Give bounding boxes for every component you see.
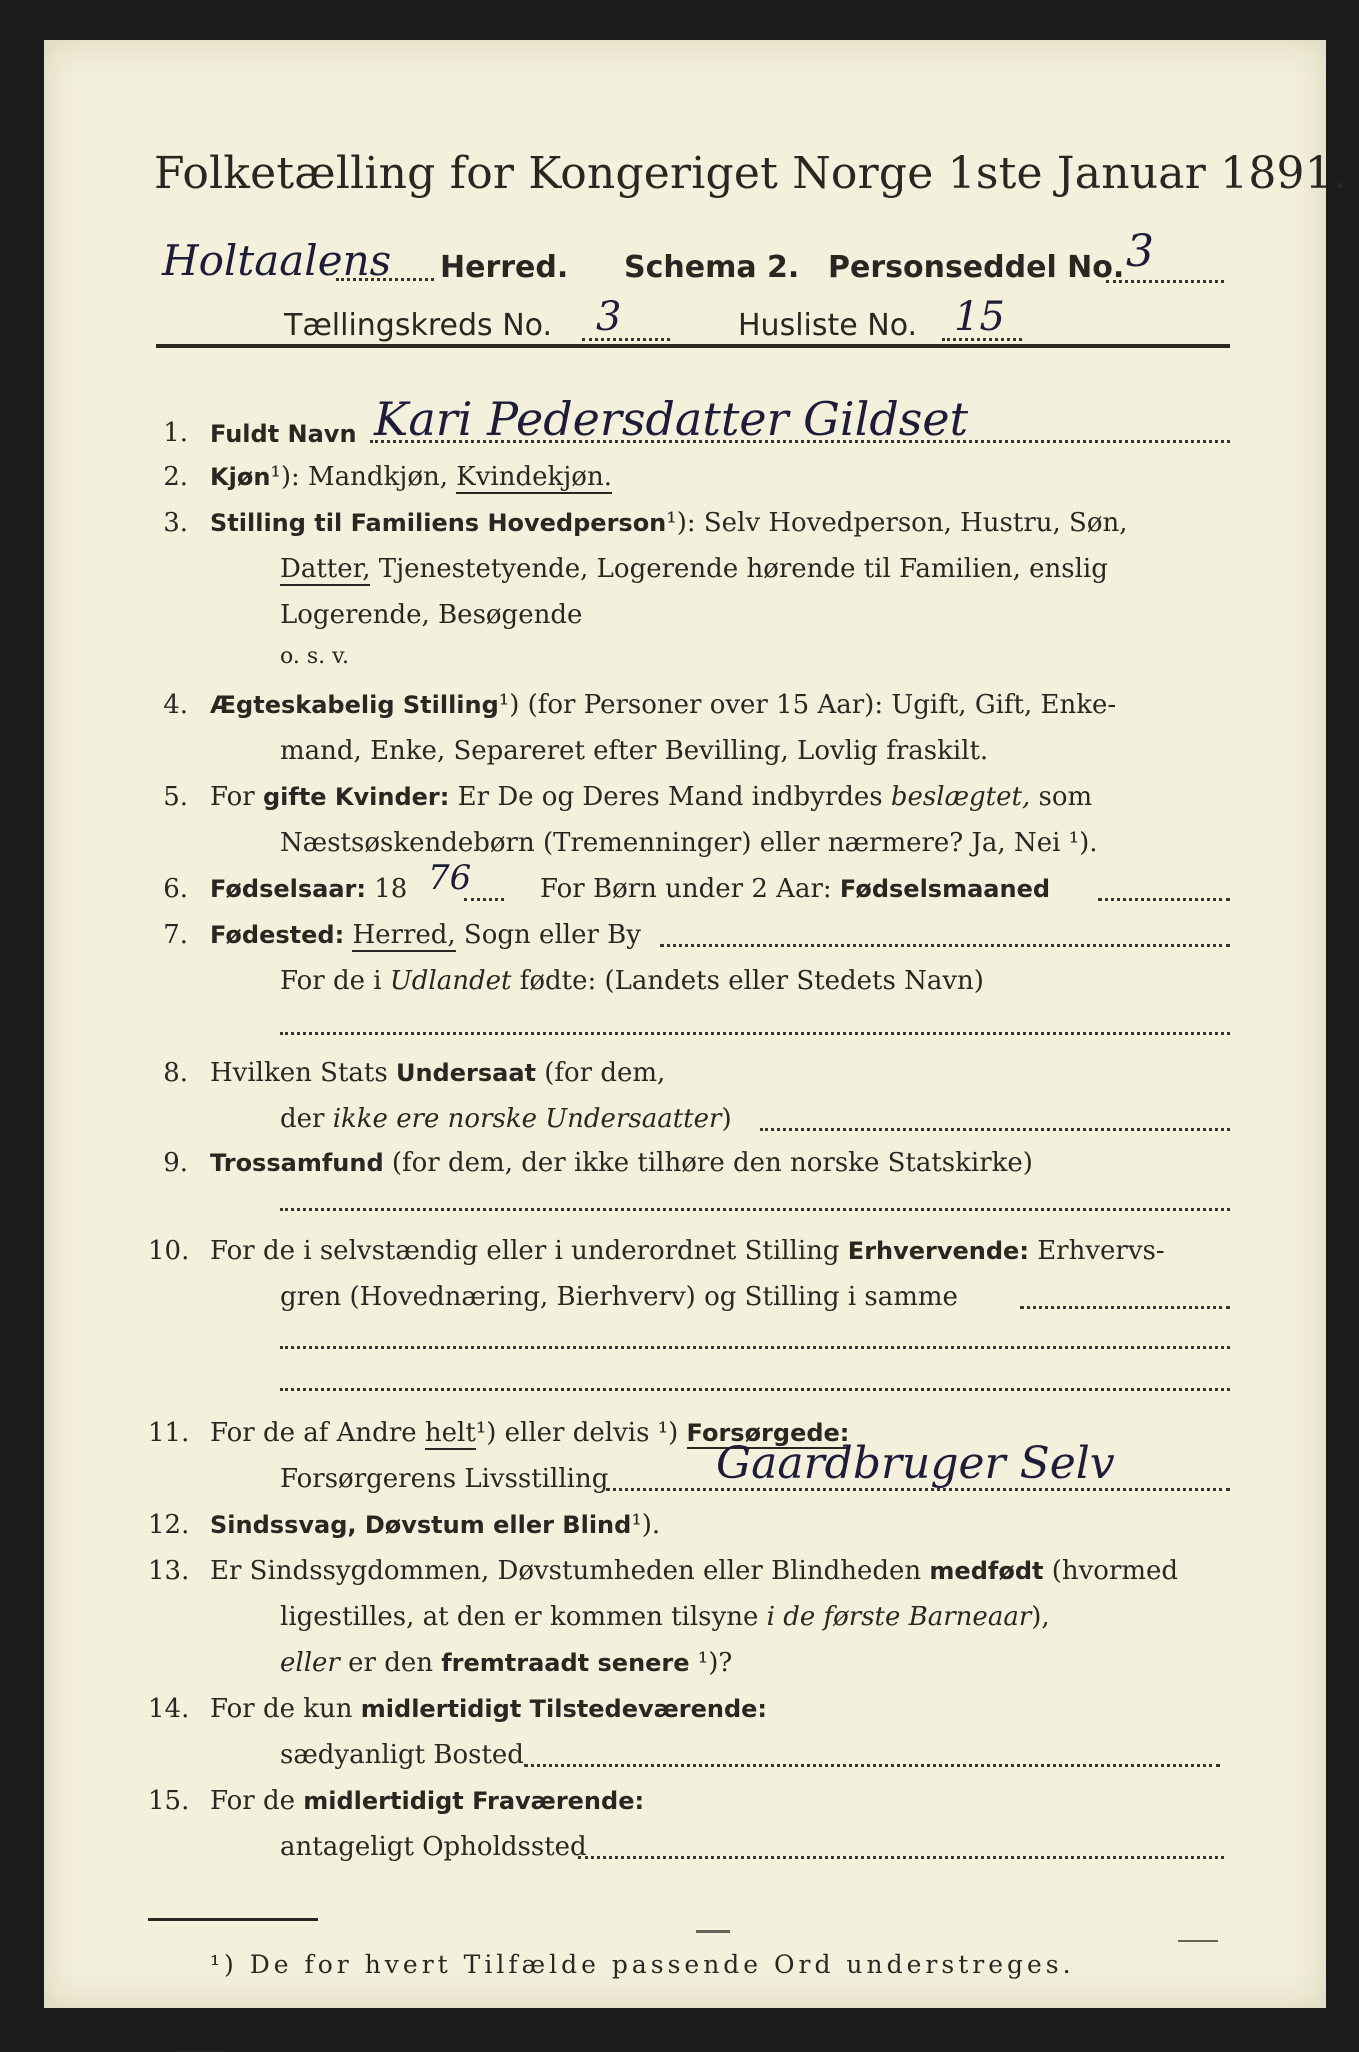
item-13-line-3-bold: fremtraadt senere — [441, 1649, 690, 1677]
item-5-line-1 — [210, 782, 1092, 812]
item-12-line — [210, 1510, 660, 1540]
item-1-name-handwritten: Kari Pedersdatter Gildset — [374, 392, 969, 446]
item-5-number: 5. — [163, 782, 188, 812]
item-11-label: Forsørgede: — [686, 1419, 850, 1447]
item-13-rest: (hvormed — [1043, 1556, 1179, 1586]
item-11-selected: helt — [424, 1418, 476, 1448]
item-6-infant-text: For Børn under 2 Aar: — [540, 874, 840, 904]
item-10-prefix: For de i selvstændig eller i underordnet Stilling — [210, 1236, 848, 1266]
item-4-number: 4. — [163, 690, 188, 720]
item-11-answer-handwritten: Gaardbruger Selv — [716, 1438, 1115, 1489]
item-4-label: Ægteskabelig Stilling — [210, 691, 499, 719]
item-1-dots — [370, 440, 1230, 443]
item-10-dots — [1020, 1306, 1230, 1309]
item-6-line — [210, 874, 407, 904]
item-7-line-2-rest: fødte: (Landets eller Stedets Navn) — [511, 966, 984, 996]
item-14-prefix: For de kun — [210, 1694, 361, 1724]
item-13-prefix: Er Sindssygdommen, Døvstumheden eller Blindheden — [210, 1556, 930, 1586]
item-3-line-2 — [280, 554, 1108, 584]
item-2-selected: Kvindekjøn. — [456, 462, 612, 492]
item-5-label: gifte Kvinder: — [262, 783, 450, 811]
item-4-line-1 — [210, 690, 1116, 720]
item-9-label: Trossamfund — [210, 1149, 384, 1177]
item-9-line — [210, 1148, 1033, 1178]
item-5-prefix: For — [210, 782, 263, 812]
item-8-label: Undersaat — [395, 1059, 536, 1087]
item-13-line-2 — [280, 1602, 1050, 1632]
item-5-text: Er De og Deres Mand indbyrdes — [449, 782, 891, 812]
item-6-year-handwritten: 76 — [428, 858, 472, 898]
item-6-year-dots — [464, 898, 504, 901]
herred-dots — [336, 278, 434, 281]
item-11-text: ¹) eller delvis ¹) — [475, 1418, 687, 1448]
kreds-dots — [582, 338, 670, 341]
item-14-dots — [524, 1764, 1220, 1767]
item-2-label: Kjøn — [210, 463, 271, 491]
husliste-dots — [942, 338, 1022, 341]
item-13-label: medfødt — [929, 1557, 1044, 1585]
item-3-number: 3. — [163, 508, 188, 538]
kreds-value: 3 — [596, 294, 622, 340]
item-8-line-2-prefix: der — [280, 1104, 333, 1134]
item-7-line-2 — [280, 966, 984, 996]
item-9-answer-dots — [280, 1208, 1230, 1211]
kreds-label: Tællingskreds No. — [284, 308, 552, 343]
item-14-line-1 — [210, 1694, 767, 1724]
herred-handwritten: Holtaalens — [162, 236, 392, 285]
item-11-dots — [606, 1488, 1230, 1491]
item-2-options: ): Mandkjøn, — [280, 462, 457, 492]
item-3-rest: ¹): Selv Hovedperson, Hustru, Søn, — [666, 508, 1128, 538]
item-12-label: Sindssvag, Døvstum eller Blind — [210, 1511, 632, 1539]
item-6-number: 6. — [163, 874, 188, 904]
item-8-line-2-italic: ikke ere norske Undersaatter — [332, 1104, 722, 1134]
item-13-line-3 — [280, 1648, 732, 1678]
item-2-number: 2. — [163, 462, 188, 492]
item-13-line-2-end: ), — [1031, 1602, 1050, 1632]
item-9-rest: (for dem, der ikke tilhøre den norske Statskirke) — [383, 1148, 1033, 1178]
footnote: ¹) De for hvert Tilfælde passende Ord understreges. — [210, 1950, 1075, 1979]
item-3-selected: Datter, — [280, 554, 371, 584]
item-7-answer-dots — [280, 1032, 1230, 1035]
item-5-line-2: Næstsøskendebørn (Tremenninger) eller nærmere? Ja, Nei ¹). — [280, 828, 1098, 858]
item-11-line-2: Forsørgerens Livsstilling — [280, 1464, 609, 1494]
item-15-prefix: For de — [210, 1786, 304, 1816]
item-15-label: midlertidigt Fraværende: — [303, 1787, 645, 1815]
item-3-line-1 — [210, 508, 1128, 538]
item-13-line-2-italic: i de første Barneaar — [766, 1602, 1032, 1632]
item-6-infant-line — [540, 874, 1050, 904]
item-10-number: 10. — [148, 1236, 190, 1266]
husliste-value: 15 — [954, 294, 1005, 340]
item-13-line-3-italic: eller — [280, 1648, 340, 1678]
item-8-rest: (for dem, — [535, 1058, 666, 1088]
item-15-number: 15. — [148, 1786, 190, 1816]
form-title: Folketælling for Kongeriget Norge 1ste Januar 1891. — [154, 148, 1348, 199]
item-1-label: Fuldt Navn — [210, 420, 357, 448]
item-2-line — [210, 462, 612, 492]
item-10-line-2: gren (Hovednæring, Bierhverv) og Stilling i samme — [280, 1282, 958, 1312]
item-3-line-4: o. s. v. — [280, 644, 349, 669]
item-8-line-1 — [210, 1058, 665, 1088]
item-8-prefix: Hvilken Stats — [210, 1058, 396, 1088]
item-4-rest: ¹) (for Personer over 15 Aar): Ugift, Gift, Enke- — [498, 690, 1117, 720]
item-10-answer-dots-2 — [280, 1388, 1230, 1391]
item-15-line-2: antageligt Opholdssted — [280, 1832, 587, 1862]
personseddel-dots — [1106, 280, 1224, 283]
item-7-line-2-prefix: For de i — [280, 966, 390, 996]
item-10-line-1 — [210, 1236, 1165, 1266]
item-7-dots — [660, 944, 1230, 947]
item-13-line-3-text: er den — [339, 1648, 442, 1678]
item-11-prefix: For de af Andre — [210, 1418, 425, 1448]
item-15-dots — [578, 1856, 1224, 1859]
item-7-line-1 — [210, 920, 641, 950]
item-10-answer-dots-1 — [280, 1346, 1230, 1349]
header-rule — [156, 344, 1230, 348]
personseddel-label: Personseddel No. — [828, 250, 1125, 285]
item-10-rest: Erhvervs- — [1028, 1236, 1165, 1266]
item-9-number: 9. — [163, 1148, 188, 1178]
item-2-sup: ¹ — [270, 462, 281, 492]
item-11-number: 11. — [148, 1418, 190, 1448]
item-6-month-dots — [1098, 898, 1230, 901]
schema-label: Schema 2. — [624, 250, 800, 285]
item-8-line-2 — [280, 1104, 732, 1134]
item-6-prefix: 18 — [366, 874, 408, 904]
item-7-line-2-italic: Udlandet — [389, 966, 512, 996]
item-7-number: 7. — [163, 920, 188, 950]
item-3-line-3: Logerende, Besøgende — [280, 600, 583, 630]
item-14-line-2: sædyanligt Bosted — [280, 1740, 524, 1770]
item-13-number: 13. — [148, 1556, 190, 1586]
item-8-line-2-end: ) — [721, 1104, 732, 1134]
item-14-label: midlertidigt Tilstedeværende: — [360, 1695, 768, 1723]
item-12-number: 12. — [148, 1510, 190, 1540]
item-7-label: Fødested: — [210, 921, 345, 949]
item-4-line-2: mand, Enke, Separeret efter Bevilling, Lovlig fraskilt. — [280, 736, 989, 766]
husliste-label: Husliste No. — [738, 308, 918, 343]
stray-mark-center — [696, 1930, 730, 1933]
item-15-line-1 — [210, 1786, 644, 1816]
item-13-line-2-prefix: ligestilles, at den er kommen tilsyne — [280, 1602, 767, 1632]
item-7-rest: Sogn eller By — [455, 920, 641, 950]
item-3-label: Stilling til Familiens Hovedperson — [210, 509, 667, 537]
item-5-end: som — [1030, 782, 1093, 812]
item-8-dots — [760, 1128, 1230, 1131]
personseddel-value: 3 — [1126, 226, 1154, 277]
item-6-label: Fødselsaar: — [210, 875, 366, 903]
footnote-rule — [148, 1918, 318, 1921]
stray-mark-right — [1178, 1940, 1218, 1942]
item-10-label: Erhvervende: — [847, 1237, 1029, 1265]
item-13-line-1 — [210, 1556, 1178, 1586]
item-5-italic: beslægtet, — [890, 782, 1031, 812]
herred-label: Herred. — [440, 250, 569, 285]
item-8-number: 8. — [163, 1058, 188, 1088]
item-12-rest: ¹). — [631, 1510, 661, 1540]
item-6-month-label: Fødselsmaaned — [839, 875, 1051, 903]
item-14-number: 14. — [148, 1694, 190, 1724]
census-form-page — [44, 40, 1348, 2008]
item-7-selected: Herred, — [352, 920, 456, 950]
item-1-number: 1. — [163, 418, 188, 448]
item-3-line-2-text: Tjenestetyende, Logerende hørende til Familien, enslig — [370, 554, 1108, 584]
item-13-line-3-end: ¹)? — [689, 1648, 733, 1678]
